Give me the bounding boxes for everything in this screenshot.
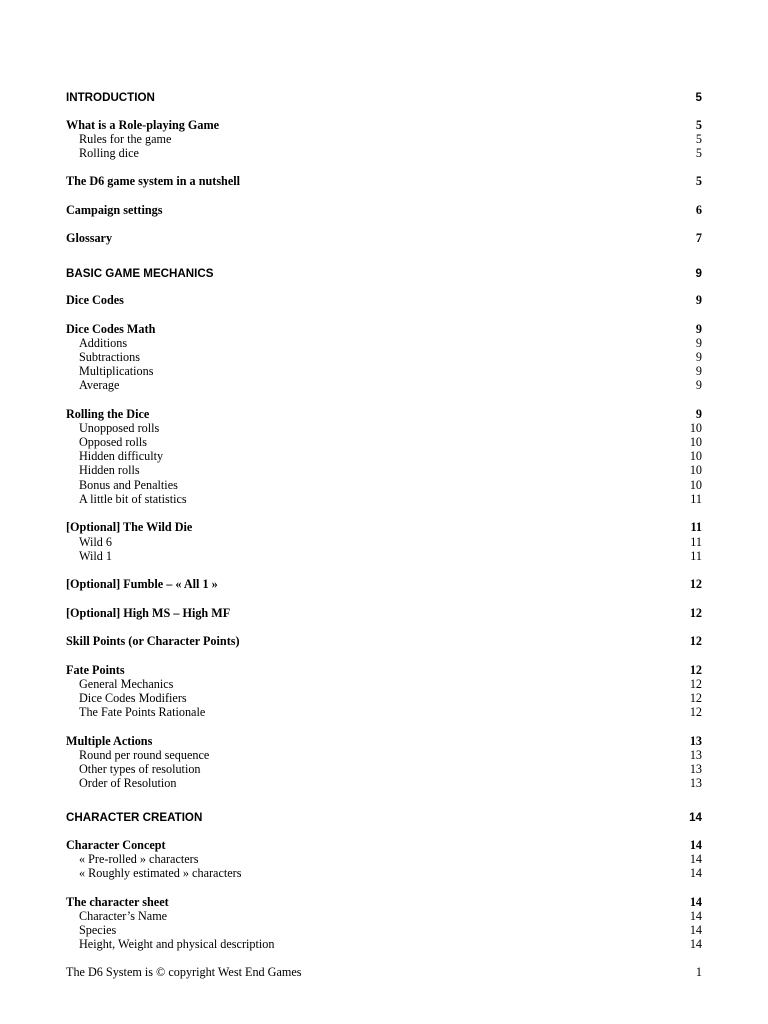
toc-entry-title: Hidden difficulty	[79, 449, 164, 464]
toc-subsection-entry	[66, 492, 702, 506]
toc-entry-title: Hidden rolls	[79, 463, 140, 478]
toc-entry-title: What is a Role-playing Game	[66, 117, 220, 132]
toc-section-entry	[66, 407, 702, 421]
spacer	[66, 189, 702, 203]
toc-entry-page-number: 11	[690, 534, 702, 549]
spacer	[66, 826, 702, 838]
toc-entry-title: Dice Codes	[66, 293, 124, 308]
table-of-contents	[66, 89, 702, 952]
toc-section-entry	[66, 520, 702, 534]
toc-entry-title: Wild 6	[79, 534, 113, 549]
toc-part-entry	[66, 809, 702, 826]
toc-entry-title: Average	[79, 378, 120, 393]
toc-subsection-entry	[66, 866, 702, 880]
toc-entry-title: The Fate Points Rationale	[79, 705, 206, 720]
toc-entry-page-number: 10	[689, 477, 702, 492]
toc-section-entry	[66, 634, 702, 648]
toc-section-entry	[66, 606, 702, 620]
spacer	[66, 790, 702, 809]
spacer	[66, 282, 702, 294]
toc-entry-title: [Optional] Fumble – « All 1 »	[66, 577, 218, 592]
toc-entry-title: CHARACTER CREATION	[66, 811, 203, 825]
toc-entry-title: Rolling the Dice	[66, 406, 150, 421]
toc-entry-title: Rules for the game	[79, 131, 172, 146]
spacer	[66, 392, 702, 406]
toc-section-entry	[66, 118, 702, 132]
toc-entry-page-number: 12	[689, 634, 702, 649]
toc-entry-title: Dice Codes Math	[66, 321, 156, 336]
spacer	[66, 719, 702, 733]
toc-section-entry	[66, 231, 702, 245]
toc-entry-page-number: 9	[695, 293, 702, 308]
spacer	[66, 648, 702, 662]
toc-entry-page-number: 5	[695, 91, 702, 104]
toc-subsection-entry	[66, 378, 702, 392]
toc-section-entry	[66, 174, 702, 188]
spacer	[66, 881, 702, 895]
toc-entry-page-number: 14	[689, 837, 702, 852]
toc-subsection-entry	[66, 463, 702, 477]
toc-entry-page-number: 6	[695, 202, 702, 217]
toc-entry-page-number: 9	[695, 335, 702, 350]
toc-entry-page-number: 12	[689, 605, 702, 620]
toc-subsection-entry	[66, 677, 702, 691]
toc-entry-title: Dice Codes Modifiers	[79, 691, 187, 706]
toc-entry-title: Bonus and Penalties	[79, 477, 178, 492]
toc-subsection-entry	[66, 449, 702, 463]
toc-section-entry	[66, 322, 702, 336]
toc-entry-page-number: 9	[695, 349, 702, 364]
toc-subsection-entry	[66, 776, 702, 790]
spacer	[66, 591, 702, 605]
page-footer	[66, 964, 702, 980]
toc-entry-page-number: 13	[689, 776, 702, 791]
toc-subsection-entry	[66, 691, 702, 705]
toc-subsection-entry	[66, 909, 702, 923]
toc-entry-page-number: 13	[689, 733, 702, 748]
spacer	[66, 246, 702, 265]
toc-entry-title: Skill Points (or Character Points)	[66, 634, 240, 649]
toc-subsection-entry	[66, 748, 702, 762]
spacer	[66, 563, 702, 577]
spacer	[66, 106, 702, 118]
toc-entry-title: Opposed rolls	[79, 435, 148, 450]
toc-entry-page-number: 9	[695, 378, 702, 393]
toc-entry-page-number: 12	[689, 676, 702, 691]
toc-subsection-entry	[66, 535, 702, 549]
toc-entry-page-number: 9	[695, 364, 702, 379]
toc-subsection-entry	[66, 350, 702, 364]
toc-entry-page-number: 5	[695, 174, 702, 189]
toc-entry-title: Character Concept	[66, 837, 166, 852]
toc-subsection-entry	[66, 478, 702, 492]
toc-entry-title: Height, Weight and physical description	[79, 937, 275, 952]
toc-section-entry	[66, 577, 702, 591]
toc-entry-page-number: 5	[695, 131, 702, 146]
toc-entry-page-number: 11	[690, 491, 702, 506]
toc-entry-title: Wild 1	[79, 548, 113, 563]
toc-entry-page-number: 14	[689, 852, 702, 867]
toc-entry-page-number: 12	[689, 577, 702, 592]
toc-entry-page-number: 9	[695, 266, 702, 280]
toc-entry-title: Fate Points	[66, 662, 125, 677]
toc-entry-title: Multiplications	[79, 364, 154, 379]
toc-section-entry	[66, 293, 702, 307]
spacer	[66, 620, 702, 634]
toc-entry-title: Round per round sequence	[79, 747, 210, 762]
toc-entry-page-number: 7	[695, 231, 702, 246]
toc-entry-title: Character’s Name	[79, 909, 168, 923]
toc-part-entry	[66, 89, 702, 106]
toc-entry-page-number: 14	[689, 894, 702, 909]
toc-entry-page-number: 10	[689, 435, 702, 450]
toc-section-entry	[66, 203, 702, 217]
toc-entry-page-number: 12	[689, 691, 702, 706]
toc-entry-page-number: 12	[689, 705, 702, 720]
footer-copyright: The D6 System is © copyright West End Games	[66, 965, 302, 979]
toc-subsection-entry	[66, 549, 702, 563]
toc-subsection-entry	[66, 146, 702, 160]
toc-entry-page-number: 13	[689, 747, 702, 762]
toc-entry-page-number: 10	[689, 420, 702, 435]
toc-section-entry	[66, 895, 702, 909]
toc-entry-title: Subtractions	[79, 349, 140, 364]
spacer	[66, 506, 702, 520]
toc-entry-title: The character sheet	[66, 894, 169, 909]
toc-entry-page-number: 14	[689, 923, 702, 938]
toc-entry-page-number: 10	[689, 449, 702, 464]
toc-subsection-entry	[66, 937, 702, 951]
toc-entry-page-number: 14	[689, 937, 702, 952]
toc-entry-title: « Roughly estimated » characters	[79, 866, 242, 881]
toc-entry-title: A little bit of statistics	[79, 491, 187, 506]
toc-subsection-entry	[66, 364, 702, 378]
toc-entry-title: Species	[79, 923, 117, 938]
toc-part-entry	[66, 265, 702, 282]
toc-subsection-entry	[66, 762, 702, 776]
toc-entry-title: Rolling dice	[79, 145, 139, 160]
spacer	[66, 307, 702, 321]
toc-subsection-entry	[66, 336, 702, 350]
toc-entry-page-number: 9	[695, 406, 702, 421]
spacer	[66, 160, 702, 174]
toc-subsection-entry	[66, 435, 702, 449]
toc-entry-title: INTRODUCTION	[66, 91, 155, 104]
toc-subsection-entry	[66, 132, 702, 146]
toc-entry-title: BASIC GAME MECHANICS	[66, 266, 214, 280]
spacer	[66, 217, 702, 231]
toc-section-entry	[66, 663, 702, 677]
toc-entry-title: The D6 game system in a nutshell	[66, 174, 241, 189]
toc-entry-title: Glossary	[66, 231, 113, 246]
toc-subsection-entry	[66, 852, 702, 866]
toc-entry-title: Unopposed rolls	[79, 420, 160, 435]
toc-subsection-entry	[66, 421, 702, 435]
toc-entry-page-number: 5	[695, 117, 702, 132]
toc-entry-title: Additions	[79, 335, 128, 350]
footer-page-number: 1	[695, 965, 702, 979]
toc-entry-page-number: 11	[690, 520, 702, 535]
toc-entry-title: Multiple Actions	[66, 733, 153, 748]
toc-entry-title: « Pre-rolled » characters	[79, 852, 199, 867]
toc-entry-title: [Optional] The Wild Die	[66, 520, 193, 535]
toc-entry-title: Order of Resolution	[79, 776, 177, 791]
toc-entry-page-number: 10	[689, 463, 702, 478]
toc-entry-page-number: 9	[695, 321, 702, 336]
toc-entry-title: Other types of resolution	[79, 762, 201, 777]
toc-section-entry	[66, 838, 702, 852]
toc-entry-title: General Mechanics	[79, 676, 174, 691]
toc-entry-page-number: 13	[689, 762, 702, 777]
toc-entry-page-number: 14	[689, 811, 702, 825]
toc-entry-page-number: 5	[695, 145, 702, 160]
toc-entry-page-number: 14	[689, 909, 702, 923]
toc-subsection-entry	[66, 923, 702, 937]
toc-section-entry	[66, 734, 702, 748]
toc-subsection-entry	[66, 705, 702, 719]
toc-entry-page-number: 14	[689, 866, 702, 881]
toc-entry-title: Campaign settings	[66, 202, 163, 217]
toc-entry-page-number: 12	[689, 662, 702, 677]
toc-entry-page-number: 11	[690, 548, 702, 563]
toc-entry-title: [Optional] High MS – High MF	[66, 605, 231, 620]
